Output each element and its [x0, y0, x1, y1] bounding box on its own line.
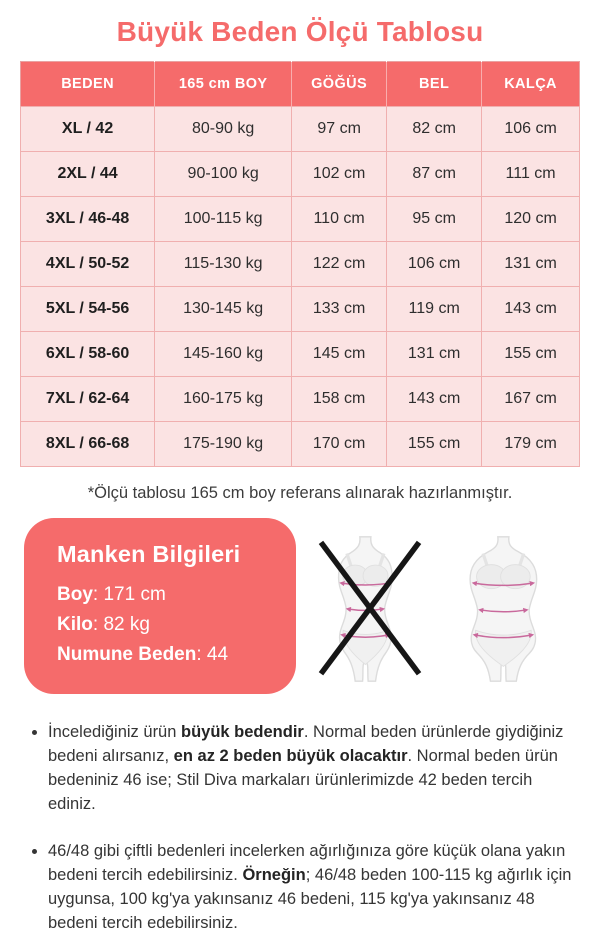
- bust-cell: 110 cm: [292, 197, 387, 242]
- table-row: [21, 377, 580, 422]
- waist-cell: 155 cm: [387, 422, 482, 467]
- notes-list: [28, 721, 578, 935]
- hip-cell: 131 cm: [482, 242, 580, 287]
- weight-cell: 175-190 kg: [155, 422, 292, 467]
- waist-cell: 143 cm: [387, 377, 482, 422]
- table-row: [21, 107, 580, 152]
- bust-cell: 122 cm: [292, 242, 387, 287]
- model-sample-size-value: : 44: [196, 644, 229, 666]
- size-table-container: [20, 61, 580, 467]
- model-weight-line: [57, 610, 276, 640]
- size-cell: 3XL / 46-48: [21, 197, 155, 242]
- weight-cell: 130-145 kg: [155, 287, 292, 332]
- model-sample-size-label: Numune Beden: [57, 644, 197, 666]
- weight-cell: 80-90 kg: [155, 107, 292, 152]
- body-figures: [296, 518, 582, 694]
- bust-cell: 133 cm: [292, 287, 387, 332]
- hip-cell: 179 cm: [482, 422, 580, 467]
- hip-cell: 106 cm: [482, 107, 580, 152]
- bust-cell: 170 cm: [292, 422, 387, 467]
- header-gogus: GÖĞÜS: [292, 62, 387, 107]
- waist-cell: 95 cm: [387, 197, 482, 242]
- note-text: İncelediğiniz ürün: [48, 723, 181, 742]
- plus-size-figure-icon: [452, 535, 564, 683]
- model-info-title: Manken Bilgileri: [57, 541, 241, 567]
- size-guide-page: [0, 16, 600, 932]
- size-cell: 7XL / 62-64: [21, 377, 155, 422]
- model-weight-value: : 82 kg: [92, 614, 150, 636]
- model-height-value: : 171 cm: [92, 584, 166, 605]
- note-text: . Normal beden ürün bedeniniz 46 ise; Stil Diva markaları ürünlerimizde 42 beden tercih ediniz.: [48, 746, 558, 813]
- page-title: Büyük Beden Ölçü Tablosu: [116, 16, 484, 47]
- note-text-bold: en az 2 beden büyük olacaktır: [173, 746, 408, 765]
- model-weight-label: Kilo: [57, 614, 93, 636]
- weight-cell: 90-100 kg: [155, 152, 292, 197]
- weight-cell: 145-160 kg: [155, 332, 292, 377]
- bust-cell: 97 cm: [292, 107, 387, 152]
- weight-cell: 160-175 kg: [155, 377, 292, 422]
- hip-cell: 167 cm: [482, 377, 580, 422]
- size-cell: 5XL / 54-56: [21, 287, 155, 332]
- model-height-line: [57, 580, 276, 610]
- bust-cell: 102 cm: [292, 152, 387, 197]
- table-row: [21, 422, 580, 467]
- size-table: [20, 61, 580, 467]
- model-info-row: [24, 518, 582, 694]
- waist-cell: 119 cm: [387, 287, 482, 332]
- size-cell: XL / 42: [21, 107, 155, 152]
- note-item-sizing: [48, 721, 578, 817]
- waist-cell: 87 cm: [387, 152, 482, 197]
- weight-cell: 115-130 kg: [155, 242, 292, 287]
- weight-cell: 100-115 kg: [155, 197, 292, 242]
- note-text: . Normal beden ürünlerde giydiğiniz bedeni alırsanız,: [48, 723, 564, 765]
- note-text-bold: Örneğin: [242, 865, 306, 884]
- bust-cell: 145 cm: [292, 332, 387, 377]
- crossed-out-slim-figure-icon: [314, 535, 426, 683]
- note-item-double-sizes: [48, 840, 578, 935]
- header-beden: BEDEN: [21, 62, 155, 107]
- model-height-label: Boy: [57, 584, 93, 605]
- header-bel: BEL: [387, 62, 482, 107]
- table-header-row: [21, 62, 580, 107]
- waist-cell: 106 cm: [387, 242, 482, 287]
- model-sample-size-line: [57, 640, 276, 670]
- hip-cell: 155 cm: [482, 332, 580, 377]
- header-boy: 165 cm BOY: [155, 62, 292, 107]
- table-row: [21, 287, 580, 332]
- note-text: 46/48 gibi çiftli bedenleri incelerken ağırlığınıza göre küçük olana yakın bedeni tercih edebilirsiniz.: [48, 841, 566, 884]
- note-text: ; 46/48 beden 100-115 kg ağırlık için uygunsa, 100 kg'ya yakınsanız 46 bedeni, 115 kg'ya yakınsanız 48 bedeni tercih edebilirsiniz.: [48, 865, 572, 932]
- hip-cell: 143 cm: [482, 287, 580, 332]
- note-text-bold: büyük bedendir: [181, 723, 304, 742]
- table-row: [21, 152, 580, 197]
- size-cell: 2XL / 44: [21, 152, 155, 197]
- hip-cell: 120 cm: [482, 197, 580, 242]
- table-row: [21, 197, 580, 242]
- size-cell: 6XL / 58-60: [21, 332, 155, 377]
- bust-cell: 158 cm: [292, 377, 387, 422]
- table-row: [21, 242, 580, 287]
- hip-cell: 111 cm: [482, 152, 580, 197]
- reference-footnote: *Ölçü tablosu 165 cm boy referans alınarak hazırlanmıştır.: [87, 484, 513, 502]
- size-cell: 4XL / 50-52: [21, 242, 155, 287]
- header-kalca: KALÇA: [482, 62, 580, 107]
- model-info-card: [24, 518, 296, 694]
- waist-cell: 131 cm: [387, 332, 482, 377]
- size-cell: 8XL / 66-68: [21, 422, 155, 467]
- table-row: [21, 332, 580, 377]
- waist-cell: 82 cm: [387, 107, 482, 152]
